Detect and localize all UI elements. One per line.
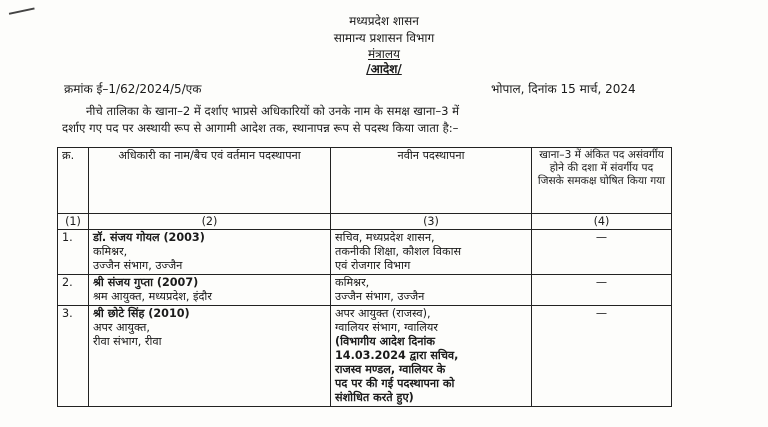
new-post-line: कमिश्नर, xyxy=(335,276,370,289)
paragraph-line-2: दर्शाए गए पद पर अस्थायी रूप से आगामी आदेश तक, स्थानापन्न रूप से पदस्थ किया जाता है:– xyxy=(62,121,459,135)
posting-note-line: राजस्व मण्डल, ग्वालियर के xyxy=(335,363,446,376)
new-post-line: एवं रोजगार विभाग xyxy=(335,259,411,272)
table-row xyxy=(58,230,672,275)
row-officer xyxy=(89,306,331,407)
posting-note-line: 14.03.2024 द्वारा सचिव, xyxy=(335,349,459,362)
col-number-1: (1) xyxy=(58,214,89,230)
order-paragraph xyxy=(62,103,702,137)
paragraph-line-1: नीचे तालिका के खाना–2 में दर्शाए भाप्रसे अधिकारियों को उनके नाम के समक्ष खाना–3 में xyxy=(86,104,460,118)
col-number-4: (4) xyxy=(532,214,672,230)
current-post-line: उज्जैन संभाग, उज्जैन xyxy=(93,259,183,272)
header-officer: अधिकारी का नाम/बैच एवं वर्तमान पदस्थापना xyxy=(89,148,331,214)
col-number-3: (3) xyxy=(331,214,532,230)
header-sno: क्र. xyxy=(58,148,89,214)
row-new-posting xyxy=(331,275,532,306)
new-post-line: ग्वालियर संभाग, ग्वालियर xyxy=(335,321,438,334)
row-officer xyxy=(89,230,331,275)
new-post-line: अपर आयुक्त (राजस्व), xyxy=(335,307,431,320)
row-new-posting xyxy=(331,230,532,275)
new-post-line: उज्जैन संभाग, उज्जैन xyxy=(335,290,425,303)
officer-name: डॉ. संजय गोयल (2003) xyxy=(93,231,205,244)
header-government: मध्यप्रदेश शासन xyxy=(349,14,419,28)
row-sno: 2. xyxy=(58,275,89,306)
header-new-posting: नवीन पदस्थापना xyxy=(331,148,532,214)
table-row xyxy=(58,306,672,407)
row-equivalent: — xyxy=(532,275,672,306)
officer-name: श्री संजय गुप्ता (2007) xyxy=(93,276,199,289)
officer-name: श्री छोटे सिंह (2010) xyxy=(93,307,190,320)
row-sno: 3. xyxy=(58,306,89,407)
posting-note-line: पद पर की गई पदस्थापना को xyxy=(335,377,455,390)
current-post-line: श्रम आयुक्त, मध्यप्रदेश, इंदौर xyxy=(93,290,212,303)
posting-note-line: संशोधित करते हुए) xyxy=(335,391,414,404)
row-officer xyxy=(89,275,331,306)
header-order: /आदेश/ xyxy=(366,62,402,76)
col-number-2: (2) xyxy=(89,214,331,230)
column-number-row xyxy=(58,214,672,230)
row-sno: 1. xyxy=(58,230,89,275)
new-post-line: सचिव, मध्यप्रदेश शासन, xyxy=(335,231,435,244)
order-number: क्रमांक ई–1/62/2024/5/एक xyxy=(64,82,202,96)
row-equivalent: — xyxy=(532,306,672,407)
table-header-row xyxy=(58,148,672,214)
current-post-line: रीवा संभाग, रीवा xyxy=(93,335,162,348)
table-row xyxy=(58,275,672,306)
posting-note-line: (विभागीय आदेश दिनांक xyxy=(335,335,435,348)
order-date: भोपाल, दिनांक 15 मार्च, 2024 xyxy=(491,82,636,96)
header-department: सामान्य प्रशासन विभाग xyxy=(333,31,435,45)
row-equivalent: — xyxy=(532,230,672,275)
current-post-line: अपर आयुक्त, xyxy=(93,321,150,334)
row-new-posting xyxy=(331,306,532,407)
posting-table xyxy=(57,147,672,407)
header-ministry: मंत्रालय xyxy=(367,47,400,61)
new-post-line: तकनीकी शिक्षा, कौशल विकास xyxy=(335,245,462,258)
header-equivalent-post: खाना–3 में अंकित पद असंवर्गीय होने की दशा में संवर्गीय पद जिसके समकक्ष घोषित किया गया xyxy=(532,148,672,214)
current-post-line: कमिश्नर, xyxy=(93,245,128,258)
